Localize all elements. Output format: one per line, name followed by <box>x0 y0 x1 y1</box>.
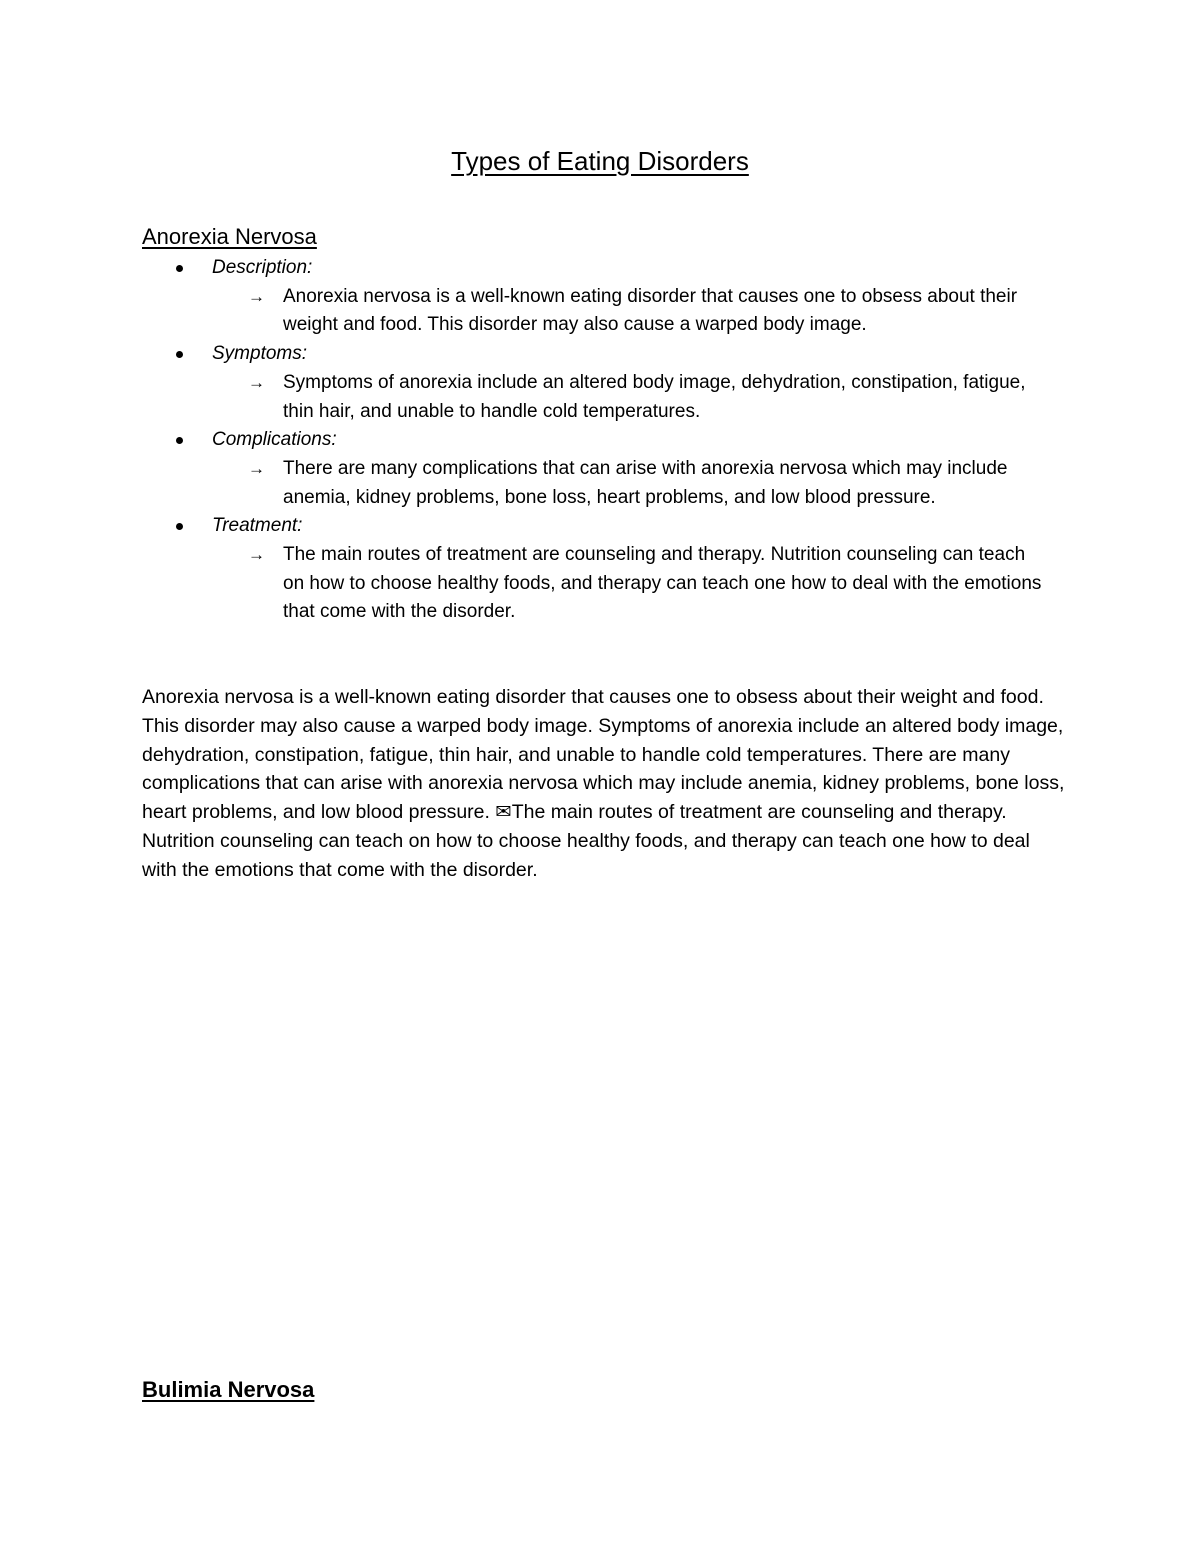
arrow-right-icon: → <box>248 458 265 478</box>
item-label: Complications: <box>212 429 337 451</box>
section-heading-bulimia-nervosa: Bulimia Nervosa <box>142 1377 315 1402</box>
item-text: There are many complications that can arise with anorexia nervosa which may include anemia, kidney problems, bone loss, heart problems, and low blood pressure. <box>283 457 1008 508</box>
item-label: Description: <box>212 257 313 278</box>
item-body <box>0 541 1200 627</box>
page-title: Types of Eating Disorders <box>451 146 749 176</box>
item-body <box>0 283 1200 340</box>
arrow-right-icon: → <box>248 286 265 306</box>
item-body <box>0 369 1200 426</box>
arrow-right-icon: → <box>248 545 265 565</box>
bullet-icon <box>176 265 183 272</box>
summary-paragraph: Anorexia nervosa is a well-known eating disorder that causes one to obsess about their weight and food. This disorder may also cause a warped body image. Symptoms of anorexia include an altered body image, dehydration, constipation, fatigue, thin hair, and unable to handle cold temperatures. There are many complications that can arise with anorexia nervosa which may include anemia, kidney problems, bone loss, heart problems, and low blood pressure. ✉The main routes of treatment are counseling and therapy. Nutrition counseling can teach on how to choose healthy foods, and therapy can teach one how to deal with the emotions that come with the disorder. <box>142 686 1065 881</box>
item-label: Symptoms: <box>212 343 308 365</box>
item-text: Anorexia nervosa is a well-known eating disorder that causes one to obsess about their weight and food. This disorder may also cause a warped body image. <box>283 285 1018 336</box>
item-body <box>0 455 1200 512</box>
list-item-symptoms <box>0 340 1200 426</box>
item-text: Symptoms of anorexia include an altered body image, dehydration, constipation, fatigue, thin hair, and unable to handle cold temperatures. <box>283 371 1026 422</box>
list-item-description <box>0 254 1200 340</box>
arrow-right-icon: → <box>248 372 265 392</box>
item-label: Treatment: <box>212 515 303 537</box>
item-text: The main routes of treatment are counseling and therapy. Nutrition counseling can teach on how to choose healthy foods, and therapy can teach one how to deal with the emotions that come with the disorder. <box>283 544 1042 623</box>
anorexia-bullet-list <box>0 254 1200 627</box>
list-item-complications <box>0 426 1200 512</box>
section-heading-anorexia-nervosa: Anorexia Nervosa <box>142 224 317 249</box>
list-item-treatment <box>0 512 1200 627</box>
